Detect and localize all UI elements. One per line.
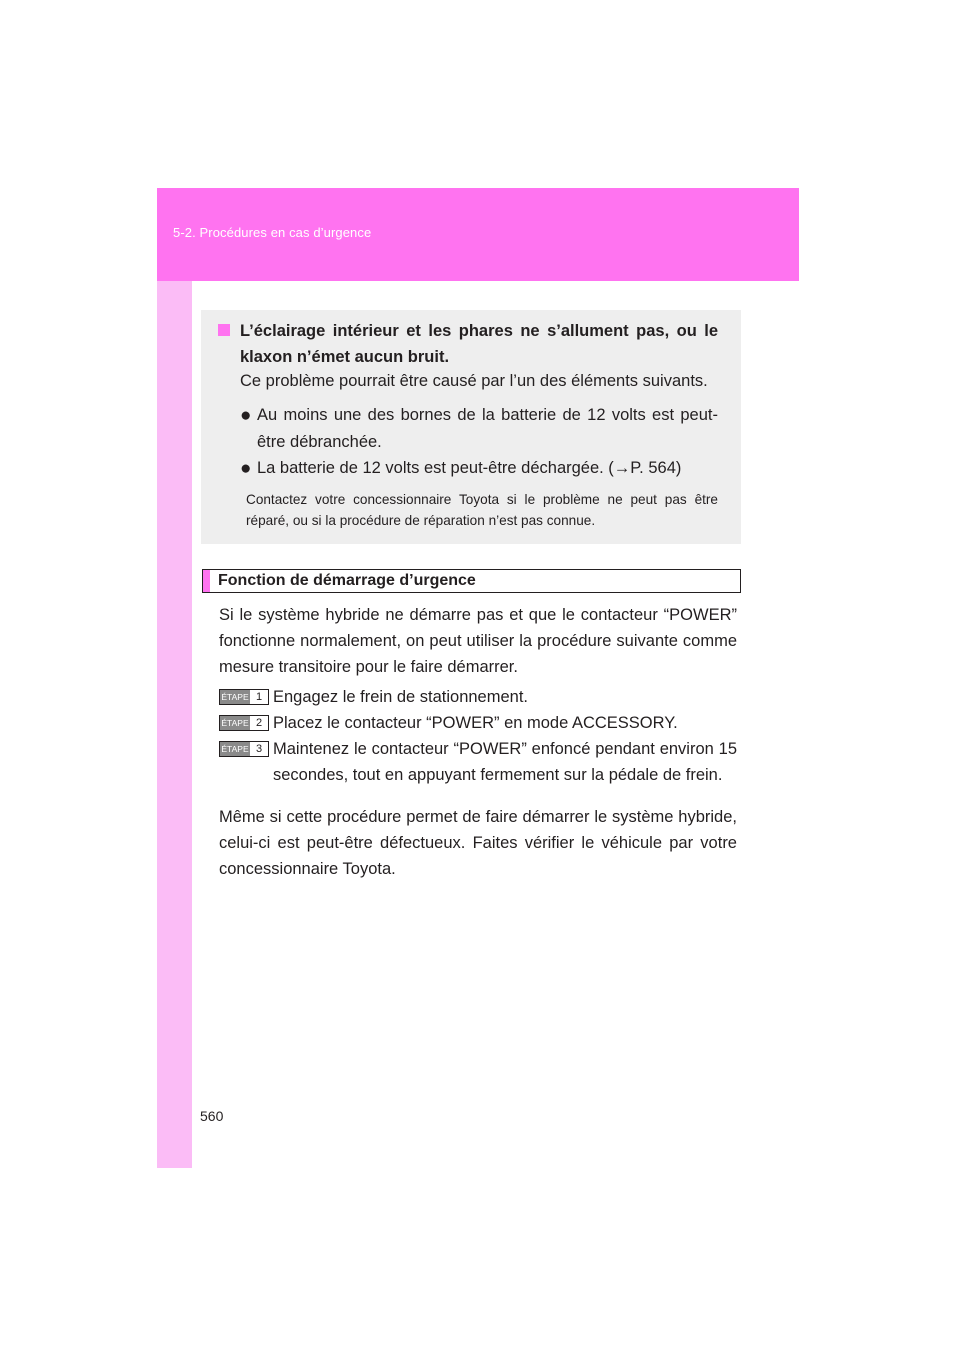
section-conclusion: Même si cette procédure permet de faire démarrer le système hybride, celui-ci est peut-être défectueux. Faites vérifier le véhicule par votre concessionnaire Toyota. (219, 808, 737, 878)
step-item (219, 684, 737, 710)
step-number: 2 (250, 716, 268, 730)
step-label: ÉTAPE (221, 692, 249, 702)
step-label: ÉTAPE (221, 744, 249, 754)
step-badge (219, 715, 269, 731)
note-intro: Ce problème pourrait être causé par l’un des éléments suivants. (240, 372, 708, 390)
step-number: 3 (250, 742, 268, 756)
step-label: ÉTAPE (221, 718, 249, 728)
step-item (219, 710, 737, 736)
page-number: 560 (200, 1108, 224, 1124)
note-heading-text: L’éclairage intérieur et les phares ne s’allument pas, ou le klaxon n’émet aucun bruit. (240, 322, 718, 366)
step-text: Maintenez le contacteur “POWER” enfoncé pendant environ 15 secondes, tout en appuyant fermement sur la pédale de frein. (273, 740, 737, 784)
bullet-dot-icon: ● (240, 405, 252, 426)
step-number: 1 (250, 690, 268, 704)
note-list-item (240, 455, 718, 482)
note-list-item (240, 402, 718, 456)
side-margin-strip (157, 188, 192, 1168)
note-heading (218, 318, 718, 370)
section-intro: Si le système hybride ne démarre pas et que le contacteur “POWER” fonctionne normalement, on peut utiliser la procédure suivante comme mesure transitoire pour le faire démarrer. (219, 606, 737, 676)
note-footnote: Contactez votre concessionnaire Toyota si le problème ne peut pas être réparé, ou si la procédure de réparation n’est pas connue. (246, 492, 718, 528)
section-heading: Fonction de démarrage d’urgence (218, 572, 476, 589)
section-heading-accent (203, 570, 210, 592)
step-text: Engagez le frein de stationnement. (273, 688, 529, 706)
section-heading-bar (202, 569, 741, 593)
step-badge (219, 689, 269, 705)
bullet-dot-icon: ● (240, 458, 252, 479)
step-item (219, 736, 737, 788)
section-breadcrumb: 5-2. Procédures en cas d’urgence (173, 225, 372, 240)
note-list-item-text: La batterie de 12 volts est peut-être déchargée. (→P. 564) (257, 459, 682, 477)
note-list-item-text: Au moins une des bornes de la batterie de 12 volts est peut-être débranchée. (257, 406, 718, 451)
step-badge (219, 741, 269, 757)
step-text: Placez le contacteur “POWER” en mode ACCESSORY. (273, 714, 678, 732)
